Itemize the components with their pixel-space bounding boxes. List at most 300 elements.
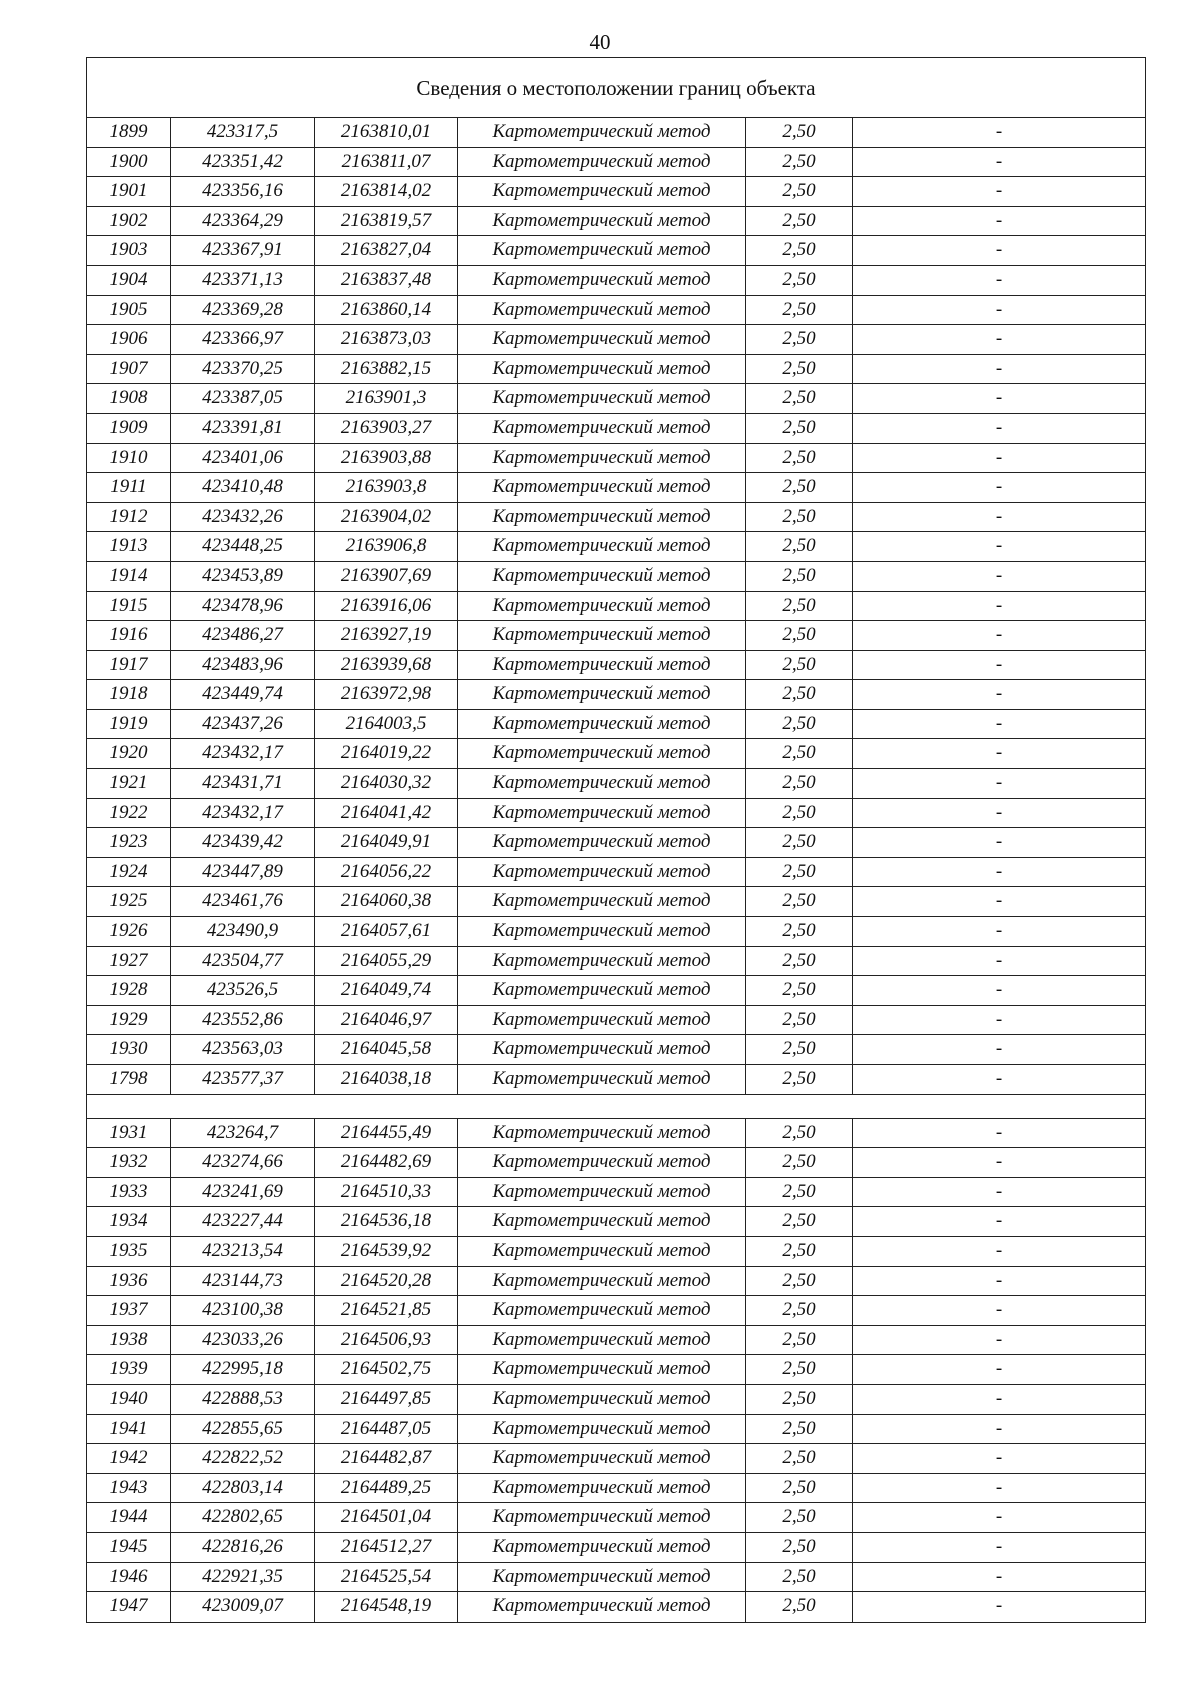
accuracy-cell: 2,50 <box>746 1035 853 1064</box>
point-number-cell: 1934 <box>87 1207 171 1236</box>
description-cell: - <box>995 1565 1003 1587</box>
accuracy-cell: 2,50 <box>746 473 853 502</box>
method-cell: Картометрический метод <box>458 1503 746 1532</box>
x-coordinate-cell: 423449,74 <box>171 680 315 709</box>
table-row <box>87 1267 1145 1297</box>
description-cell: - <box>995 683 1003 705</box>
point-number-cell: 1905 <box>87 296 171 325</box>
description-cell: - <box>995 1506 1003 1528</box>
y-coordinate-cell: 2163810,01 <box>315 118 458 147</box>
accuracy-cell: 2,50 <box>746 1415 853 1444</box>
y-coordinate-cell: 2163907,69 <box>315 562 458 591</box>
point-number-cell: 1921 <box>87 769 171 798</box>
y-coordinate-cell: 2164539,92 <box>315 1237 458 1266</box>
method-cell: Картометрический метод <box>458 651 746 680</box>
table-row <box>87 976 1145 1006</box>
accuracy-cell: 2,50 <box>746 947 853 976</box>
description-cell: - <box>995 920 1003 942</box>
accuracy-cell: 2,50 <box>746 1355 853 1384</box>
method-cell: Картометрический метод <box>458 917 746 946</box>
accuracy-cell: 2,50 <box>746 1065 853 1094</box>
table-row <box>87 562 1145 592</box>
table-row <box>87 414 1145 444</box>
x-coordinate-cell: 423526,5 <box>171 976 315 1005</box>
description-cell: - <box>995 209 1003 231</box>
table-row <box>87 177 1145 207</box>
x-coordinate-cell: 423391,81 <box>171 414 315 443</box>
x-coordinate-cell: 423483,96 <box>171 651 315 680</box>
x-coordinate-cell: 423432,17 <box>171 739 315 768</box>
x-coordinate-cell: 422802,65 <box>171 1503 315 1532</box>
description-cell: - <box>995 1417 1003 1439</box>
table-body <box>87 118 1145 1622</box>
table-row <box>87 1503 1145 1533</box>
description-cell: - <box>995 860 1003 882</box>
x-coordinate-cell: 423448,25 <box>171 532 315 561</box>
y-coordinate-cell: 2164520,28 <box>315 1267 458 1296</box>
y-coordinate-cell: 2164030,32 <box>315 769 458 798</box>
description-cell: - <box>995 624 1003 646</box>
description-cell: - <box>995 979 1003 1001</box>
point-number-cell: 1947 <box>87 1592 171 1622</box>
table-row <box>87 503 1145 533</box>
method-cell: Картометрический метод <box>458 1592 746 1622</box>
table-row <box>87 1178 1145 1208</box>
point-number-cell: 1932 <box>87 1148 171 1177</box>
description-cell: - <box>995 564 1003 586</box>
y-coordinate-cell: 2163873,03 <box>315 325 458 354</box>
method-cell: Картометрический метод <box>458 177 746 206</box>
x-coordinate-cell: 423317,5 <box>171 118 315 147</box>
point-number-cell: 1909 <box>87 414 171 443</box>
y-coordinate-cell: 2163939,68 <box>315 651 458 680</box>
table-row <box>87 532 1145 562</box>
accuracy-cell: 2,50 <box>746 503 853 532</box>
y-coordinate-cell: 2164512,27 <box>315 1533 458 1562</box>
x-coordinate-cell: 423552,86 <box>171 1006 315 1035</box>
description-cell: - <box>995 357 1003 379</box>
accuracy-cell: 2,50 <box>746 976 853 1005</box>
table-row <box>87 1385 1145 1415</box>
description-cell: - <box>995 121 1003 142</box>
accuracy-cell: 2,50 <box>746 1533 853 1562</box>
group-separator-row <box>87 1095 1145 1119</box>
point-number-cell: 1933 <box>87 1178 171 1207</box>
x-coordinate-cell: 423447,89 <box>171 858 315 887</box>
x-coordinate-cell: 422803,14 <box>171 1474 315 1503</box>
x-coordinate-cell: 423439,42 <box>171 828 315 857</box>
accuracy-cell: 2,50 <box>746 621 853 650</box>
point-number-cell: 1911 <box>87 473 171 502</box>
description-cell: - <box>995 416 1003 438</box>
x-coordinate-cell: 423241,69 <box>171 1178 315 1207</box>
accuracy-cell: 2,50 <box>746 118 853 147</box>
x-coordinate-cell: 423227,44 <box>171 1207 315 1236</box>
point-number-cell: 1912 <box>87 503 171 532</box>
x-coordinate-cell: 423369,28 <box>171 296 315 325</box>
y-coordinate-cell: 2163927,19 <box>315 621 458 650</box>
point-number-cell: 1907 <box>87 355 171 384</box>
y-coordinate-cell: 2164501,04 <box>315 1503 458 1532</box>
table-row <box>87 621 1145 651</box>
method-cell: Картометрический метод <box>458 1533 746 1562</box>
table-row <box>87 799 1145 829</box>
point-number-cell: 1937 <box>87 1296 171 1325</box>
table-row <box>87 1563 1145 1593</box>
y-coordinate-cell: 2164055,29 <box>315 947 458 976</box>
point-number-cell: 1930 <box>87 1035 171 1064</box>
description-cell: - <box>995 1008 1003 1030</box>
point-number-cell: 1926 <box>87 917 171 946</box>
accuracy-cell: 2,50 <box>746 148 853 177</box>
table-row <box>87 266 1145 296</box>
accuracy-cell: 2,50 <box>746 562 853 591</box>
y-coordinate-cell: 2164510,33 <box>315 1178 458 1207</box>
description-cell: - <box>995 150 1003 172</box>
x-coordinate-cell: 423486,27 <box>171 621 315 650</box>
table-row <box>87 917 1145 947</box>
y-coordinate-cell: 2164482,69 <box>315 1148 458 1177</box>
accuracy-cell: 2,50 <box>746 236 853 265</box>
x-coordinate-cell: 423356,16 <box>171 177 315 206</box>
accuracy-cell: 2,50 <box>746 1385 853 1414</box>
y-coordinate-cell: 2163903,88 <box>315 444 458 473</box>
point-number-cell: 1913 <box>87 532 171 561</box>
accuracy-cell: 2,50 <box>746 384 853 413</box>
method-cell: Картометрический метод <box>458 207 746 236</box>
method-cell: Картометрический метод <box>458 947 746 976</box>
method-cell: Картометрический метод <box>458 1148 746 1177</box>
table-row <box>87 592 1145 622</box>
table-row <box>87 1148 1145 1178</box>
accuracy-cell: 2,50 <box>746 325 853 354</box>
accuracy-cell: 2,50 <box>746 1267 853 1296</box>
method-cell: Картометрический метод <box>458 1355 746 1384</box>
table-title: Сведения о местоположении границ объекта <box>87 58 1145 118</box>
method-cell: Картометрический метод <box>458 266 746 295</box>
table-row <box>87 769 1145 799</box>
method-cell: Картометрический метод <box>458 473 746 502</box>
x-coordinate-cell: 423371,13 <box>171 266 315 295</box>
accuracy-cell: 2,50 <box>746 769 853 798</box>
x-coordinate-cell: 423478,96 <box>171 592 315 621</box>
point-number-cell: 1920 <box>87 739 171 768</box>
accuracy-cell: 2,50 <box>746 1237 853 1266</box>
point-number-cell: 1940 <box>87 1385 171 1414</box>
table-row <box>87 947 1145 977</box>
description-cell: - <box>995 1239 1003 1261</box>
y-coordinate-cell: 2164536,18 <box>315 1207 458 1236</box>
x-coordinate-cell: 423144,73 <box>171 1267 315 1296</box>
y-coordinate-cell: 2164045,58 <box>315 1035 458 1064</box>
y-coordinate-cell: 2164525,54 <box>315 1563 458 1592</box>
accuracy-cell: 2,50 <box>746 828 853 857</box>
description-cell: - <box>995 890 1003 912</box>
method-cell: Картометрический метод <box>458 296 746 325</box>
y-coordinate-cell: 2164041,42 <box>315 799 458 828</box>
method-cell: Картометрический метод <box>458 1444 746 1473</box>
point-number-cell: 1900 <box>87 148 171 177</box>
accuracy-cell: 2,50 <box>746 1119 853 1148</box>
boundary-table <box>86 57 1146 1623</box>
description-cell: - <box>995 387 1003 409</box>
page-number: 40 <box>589 30 611 54</box>
description-cell: - <box>995 1447 1003 1469</box>
accuracy-cell: 2,50 <box>746 1592 853 1622</box>
method-cell: Картометрический метод <box>458 1237 746 1266</box>
method-cell: Картометрический метод <box>458 1563 746 1592</box>
description-cell: - <box>995 1269 1003 1291</box>
point-number-cell: 1908 <box>87 384 171 413</box>
y-coordinate-cell: 2163814,02 <box>315 177 458 206</box>
point-number-cell: 1917 <box>87 651 171 680</box>
x-coordinate-cell: 423432,17 <box>171 799 315 828</box>
accuracy-cell: 2,50 <box>746 710 853 739</box>
description-cell: - <box>995 298 1003 320</box>
description-cell: - <box>995 712 1003 734</box>
table-row <box>87 207 1145 237</box>
table-row <box>87 444 1145 474</box>
accuracy-cell: 2,50 <box>746 1563 853 1592</box>
y-coordinate-cell: 2164521,85 <box>315 1296 458 1325</box>
table-row <box>87 1592 1145 1622</box>
y-coordinate-cell: 2163916,06 <box>315 592 458 621</box>
method-cell: Картометрический метод <box>458 532 746 561</box>
table-row <box>87 1444 1145 1474</box>
point-number-cell: 1798 <box>87 1065 171 1094</box>
point-number-cell: 1918 <box>87 680 171 709</box>
y-coordinate-cell: 2164049,91 <box>315 828 458 857</box>
point-number-cell: 1922 <box>87 799 171 828</box>
y-coordinate-cell: 2163972,98 <box>315 680 458 709</box>
table-row <box>87 1207 1145 1237</box>
x-coordinate-cell: 423431,71 <box>171 769 315 798</box>
point-number-cell: 1941 <box>87 1415 171 1444</box>
description-cell: - <box>995 1299 1003 1321</box>
x-coordinate-cell: 423009,07 <box>171 1592 315 1622</box>
point-number-cell: 1936 <box>87 1267 171 1296</box>
method-cell: Картометрический метод <box>458 739 746 768</box>
y-coordinate-cell: 2164046,97 <box>315 1006 458 1035</box>
x-coordinate-cell: 423410,48 <box>171 473 315 502</box>
x-coordinate-cell: 423213,54 <box>171 1237 315 1266</box>
accuracy-cell: 2,50 <box>746 592 853 621</box>
description-cell: - <box>995 1328 1003 1350</box>
accuracy-cell: 2,50 <box>746 799 853 828</box>
point-number-cell: 1939 <box>87 1355 171 1384</box>
table-row <box>87 473 1145 503</box>
y-coordinate-cell: 2164049,74 <box>315 976 458 1005</box>
description-cell: - <box>995 1535 1003 1557</box>
method-cell: Картометрический метод <box>458 1415 746 1444</box>
description-cell: - <box>995 1180 1003 1202</box>
accuracy-cell: 2,50 <box>746 651 853 680</box>
table-row <box>87 1237 1145 1267</box>
y-coordinate-cell: 2164502,75 <box>315 1355 458 1384</box>
y-coordinate-cell: 2164487,05 <box>315 1415 458 1444</box>
y-coordinate-cell: 2163903,8 <box>315 473 458 502</box>
x-coordinate-cell: 423563,03 <box>171 1035 315 1064</box>
description-cell: - <box>995 653 1003 675</box>
method-cell: Картометрический метод <box>458 562 746 591</box>
point-number-cell: 1944 <box>87 1503 171 1532</box>
point-number-cell: 1914 <box>87 562 171 591</box>
y-coordinate-cell: 2164057,61 <box>315 917 458 946</box>
method-cell: Картометрический метод <box>458 769 746 798</box>
table-row <box>87 384 1145 414</box>
point-number-cell: 1906 <box>87 325 171 354</box>
table-row <box>87 236 1145 266</box>
table-row <box>87 1326 1145 1356</box>
x-coordinate-cell: 423364,29 <box>171 207 315 236</box>
accuracy-cell: 2,50 <box>746 1474 853 1503</box>
table-row <box>87 325 1145 355</box>
point-number-cell: 1902 <box>87 207 171 236</box>
method-cell: Картометрический метод <box>458 1267 746 1296</box>
description-cell: - <box>995 505 1003 527</box>
accuracy-cell: 2,50 <box>746 680 853 709</box>
y-coordinate-cell: 2164038,18 <box>315 1065 458 1094</box>
table-row <box>87 1415 1145 1445</box>
description-cell: - <box>995 446 1003 468</box>
method-cell: Картометрический метод <box>458 503 746 532</box>
accuracy-cell: 2,50 <box>746 887 853 916</box>
method-cell: Картометрический метод <box>458 384 746 413</box>
description-cell: - <box>995 594 1003 616</box>
method-cell: Картометрический метод <box>458 1385 746 1414</box>
method-cell: Картометрический метод <box>458 414 746 443</box>
x-coordinate-cell: 423437,26 <box>171 710 315 739</box>
y-coordinate-cell: 2164003,5 <box>315 710 458 739</box>
point-number-cell: 1916 <box>87 621 171 650</box>
description-cell: - <box>995 476 1003 498</box>
x-coordinate-cell: 422816,26 <box>171 1533 315 1562</box>
table-row <box>87 296 1145 326</box>
accuracy-cell: 2,50 <box>746 858 853 887</box>
accuracy-cell: 2,50 <box>746 1296 853 1325</box>
y-coordinate-cell: 2164482,87 <box>315 1444 458 1473</box>
point-number-cell: 1901 <box>87 177 171 206</box>
method-cell: Картометрический метод <box>458 592 746 621</box>
method-cell: Картометрический метод <box>458 710 746 739</box>
method-cell: Картометрический метод <box>458 828 746 857</box>
description-cell: - <box>995 801 1003 823</box>
x-coordinate-cell: 423401,06 <box>171 444 315 473</box>
point-number-cell: 1945 <box>87 1533 171 1562</box>
method-cell: Картометрический метод <box>458 1178 746 1207</box>
x-coordinate-cell: 423370,25 <box>171 355 315 384</box>
x-coordinate-cell: 422822,52 <box>171 1444 315 1473</box>
y-coordinate-cell: 2164489,25 <box>315 1474 458 1503</box>
y-coordinate-cell: 2164056,22 <box>315 858 458 887</box>
description-cell: - <box>995 1121 1003 1143</box>
point-number-cell: 1915 <box>87 592 171 621</box>
y-coordinate-cell: 2163837,48 <box>315 266 458 295</box>
point-number-cell: 1910 <box>87 444 171 473</box>
description-cell: - <box>995 180 1003 202</box>
point-number-cell: 1942 <box>87 1444 171 1473</box>
method-cell: Картометрический метод <box>458 1296 746 1325</box>
method-cell: Картометрический метод <box>458 355 746 384</box>
description-cell: - <box>995 535 1003 557</box>
x-coordinate-cell: 423577,37 <box>171 1065 315 1094</box>
x-coordinate-cell: 423387,05 <box>171 384 315 413</box>
table-row <box>87 148 1145 178</box>
y-coordinate-cell: 2163860,14 <box>315 296 458 325</box>
description-cell: - <box>995 1151 1003 1173</box>
table-row <box>87 680 1145 710</box>
y-coordinate-cell: 2163906,8 <box>315 532 458 561</box>
method-cell: Картометрический метод <box>458 621 746 650</box>
accuracy-cell: 2,50 <box>746 296 853 325</box>
y-coordinate-cell: 2163904,02 <box>315 503 458 532</box>
x-coordinate-cell: 423432,26 <box>171 503 315 532</box>
method-cell: Картометрический метод <box>458 148 746 177</box>
method-cell: Картометрический метод <box>458 976 746 1005</box>
point-number-cell: 1928 <box>87 976 171 1005</box>
x-coordinate-cell: 423033,26 <box>171 1326 315 1355</box>
description-cell: - <box>995 949 1003 971</box>
x-coordinate-cell: 422921,35 <box>171 1563 315 1592</box>
table-row <box>87 1065 1145 1095</box>
x-coordinate-cell: 423366,97 <box>171 325 315 354</box>
table-row <box>87 355 1145 385</box>
table-row <box>87 858 1145 888</box>
accuracy-cell: 2,50 <box>746 355 853 384</box>
accuracy-cell: 2,50 <box>746 1207 853 1236</box>
table-row <box>87 739 1145 769</box>
point-number-cell: 1946 <box>87 1563 171 1592</box>
y-coordinate-cell: 2163819,57 <box>315 207 458 236</box>
method-cell: Картометрический метод <box>458 887 746 916</box>
accuracy-cell: 2,50 <box>746 1503 853 1532</box>
accuracy-cell: 2,50 <box>746 266 853 295</box>
accuracy-cell: 2,50 <box>746 1148 853 1177</box>
method-cell: Картометрический метод <box>458 1474 746 1503</box>
method-cell: Картометрический метод <box>458 1119 746 1148</box>
table-row <box>87 651 1145 681</box>
description-cell: - <box>995 1038 1003 1060</box>
y-coordinate-cell: 2163882,15 <box>315 355 458 384</box>
method-cell: Картометрический метод <box>458 1035 746 1064</box>
y-coordinate-cell: 2164548,19 <box>315 1592 458 1622</box>
description-cell: - <box>995 1358 1003 1380</box>
y-coordinate-cell: 2163903,27 <box>315 414 458 443</box>
y-coordinate-cell: 2163811,07 <box>315 148 458 177</box>
method-cell: Картометрический метод <box>458 236 746 265</box>
method-cell: Картометрический метод <box>458 1065 746 1094</box>
method-cell: Картометрический метод <box>458 680 746 709</box>
method-cell: Картометрический метод <box>458 1207 746 1236</box>
y-coordinate-cell: 2164060,38 <box>315 887 458 916</box>
description-cell: - <box>995 1387 1003 1409</box>
point-number-cell: 1943 <box>87 1474 171 1503</box>
description-cell: - <box>995 239 1003 261</box>
x-coordinate-cell: 423274,66 <box>171 1148 315 1177</box>
x-coordinate-cell: 422995,18 <box>171 1355 315 1384</box>
table-row <box>87 1533 1145 1563</box>
method-cell: Картометрический метод <box>458 799 746 828</box>
method-cell: Картометрический метод <box>458 325 746 354</box>
point-number-cell: 1929 <box>87 1006 171 1035</box>
table-row <box>87 118 1145 148</box>
point-number-cell: 1919 <box>87 710 171 739</box>
accuracy-cell: 2,50 <box>746 207 853 236</box>
x-coordinate-cell: 423351,42 <box>171 148 315 177</box>
table-row <box>87 1355 1145 1385</box>
method-cell: Картометрический метод <box>458 1006 746 1035</box>
method-cell: Картометрический метод <box>458 444 746 473</box>
